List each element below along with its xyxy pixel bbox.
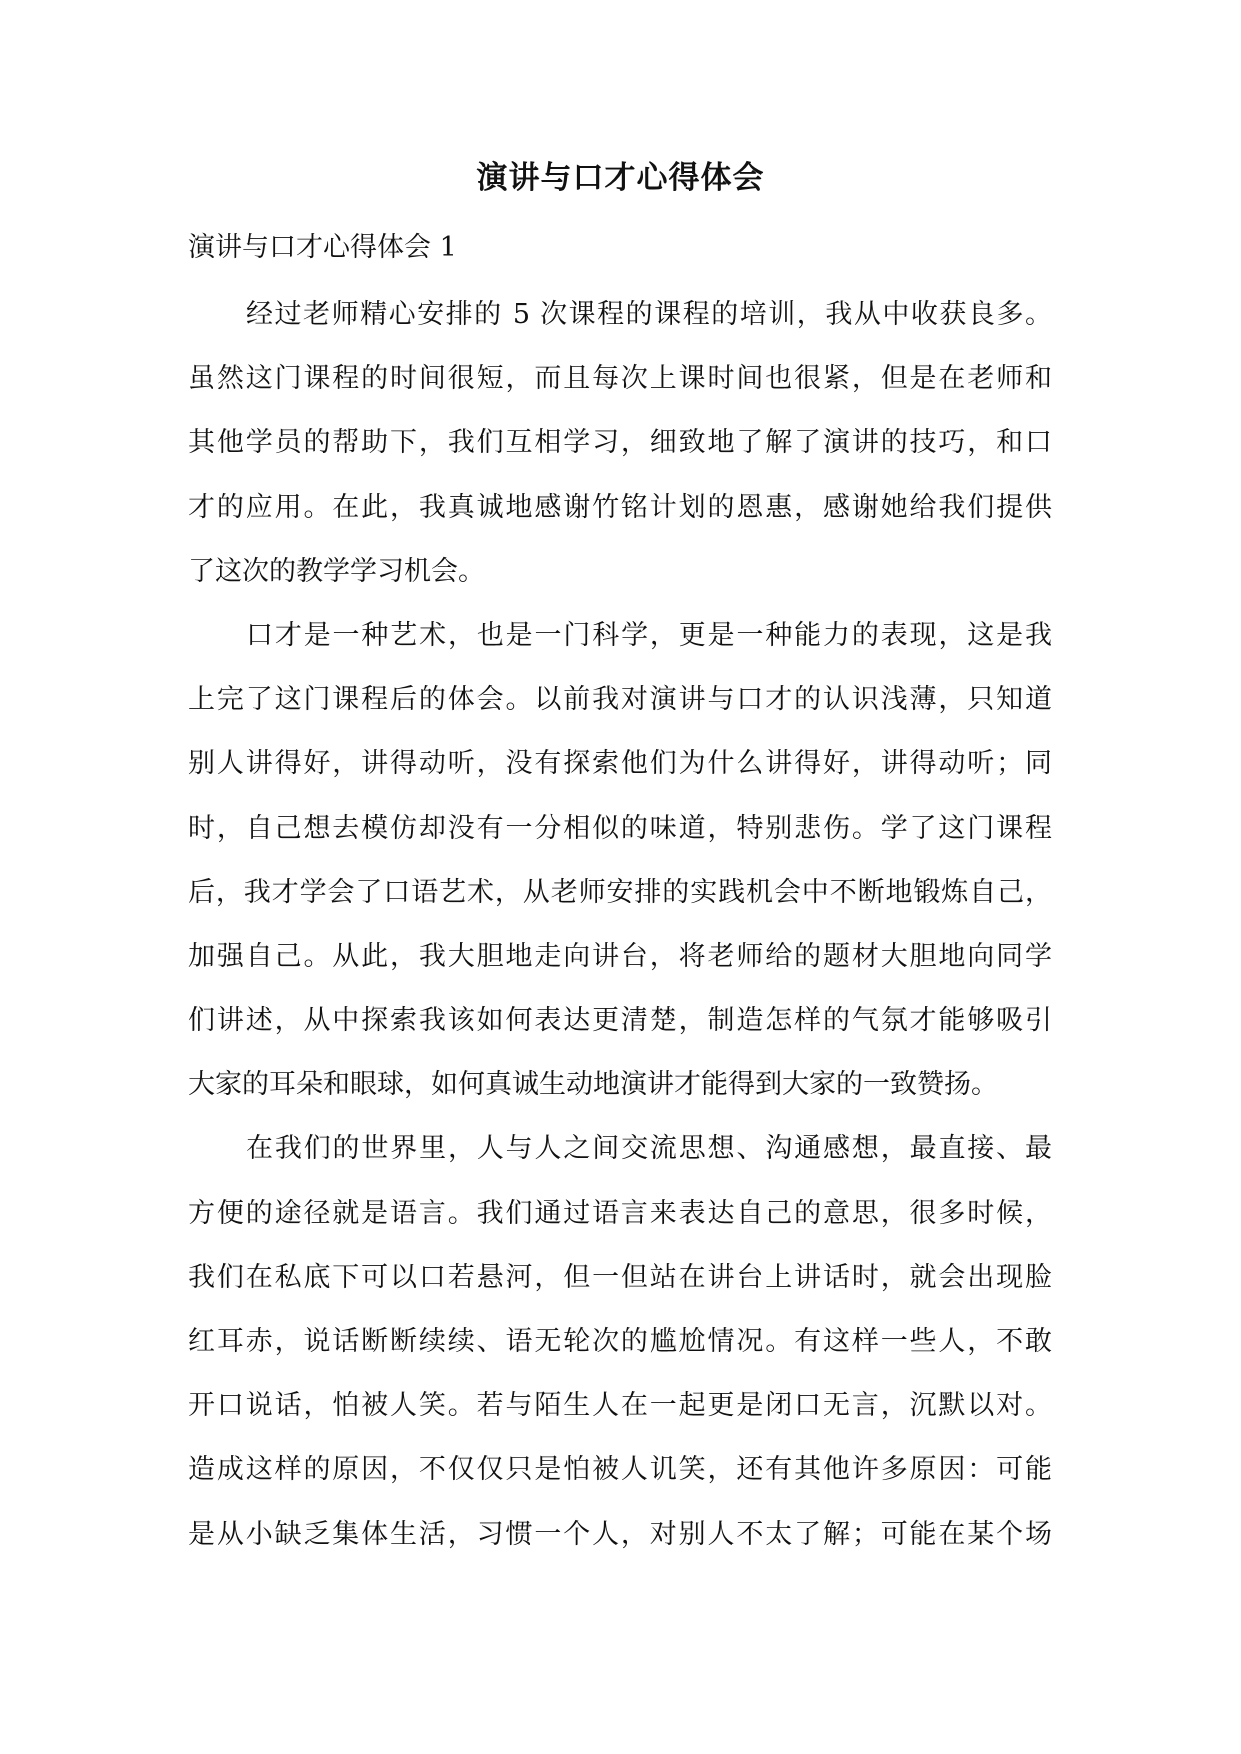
- paragraph-line: 其他学员的帮助下，我们互相学习，细致地了解了演讲的技巧，和口: [188, 427, 1052, 459]
- paragraph-line: 造成这样的原因，不仅仅只是怕被人讥笑，还有其他许多原因：可能: [188, 1454, 1052, 1486]
- paragraph-line: 虽然这门课程的时间很短，而且每次上课时间也很紧，但是在老师和: [188, 363, 1052, 395]
- document-title: 演讲与口才心得体会: [476, 160, 765, 196]
- paragraph-line: 经过老师精心安排的 5 次课程的课程的培训，我从中收获良多。: [246, 299, 1052, 330]
- paragraph-line: 我们在私底下可以口若悬河，但一但站在讲台上讲话时，就会出现脸: [188, 1261, 1052, 1293]
- document-body: [188, 295, 1058, 1579]
- paragraph-line: 了这次的教学学习机会。: [188, 555, 485, 587]
- paragraph-line: 们讲述，从中探索我该如何表达更清楚，制造怎样的气氛才能够吸引: [188, 1005, 1052, 1037]
- paragraph-line: 方便的途径就是语言。我们通过语言来表达自己的意思，很多时候，: [188, 1197, 1052, 1229]
- paragraph-1: [188, 295, 1058, 616]
- paragraph-line: 后，我才学会了口语艺术，从老师安排的实践机会中不断地锻炼自己，: [188, 876, 1052, 908]
- paragraph-line: 别人讲得好，讲得动听，没有探索他们为什么讲得好，讲得动听；同: [188, 748, 1052, 780]
- paragraph-line: 开口说话，怕被人笑。若与陌生人在一起更是闭口无言，沉默以对。: [188, 1390, 1052, 1422]
- paragraph-line: 红耳赤，说话断断续续、语无轮次的尴尬情况。有这样一些人，不敢: [188, 1326, 1052, 1357]
- paragraph-3: [188, 1129, 1058, 1578]
- paragraph-line: 是从小缺乏集体生活，习惯一个人，对别人不太了解；可能在某个场: [188, 1518, 1052, 1550]
- paragraph-line: 上完了这门课程后的体会。以前我对演讲与口才的认识浅薄，只知道: [188, 684, 1052, 716]
- paragraph-2: [188, 616, 1058, 1130]
- paragraph-line: 在我们的世界里，人与人之间交流思想、沟通感想，最直接、最: [246, 1133, 1052, 1165]
- section-heading: 演讲与口才心得体会 1: [188, 232, 457, 263]
- paragraph-line: 时，自己想去模仿却没有一分相似的味道，特别悲伤。学了这门课程: [188, 812, 1052, 844]
- paragraph-line: 大家的耳朵和眼球，如何真诚生动地演讲才能得到大家的一致赞扬。: [188, 1069, 998, 1101]
- paragraph-line: 口才是一种艺术，也是一门科学，更是一种能力的表现，这是我: [246, 619, 1052, 651]
- paragraph-line: 才的应用。在此，我真诚地感谢竹铭计划的恩惠，感谢她给我们提供: [188, 491, 1052, 523]
- paragraph-line: 加强自己。从此，我大胆地走向讲台，将老师给的题材大胆地向同学: [188, 940, 1052, 972]
